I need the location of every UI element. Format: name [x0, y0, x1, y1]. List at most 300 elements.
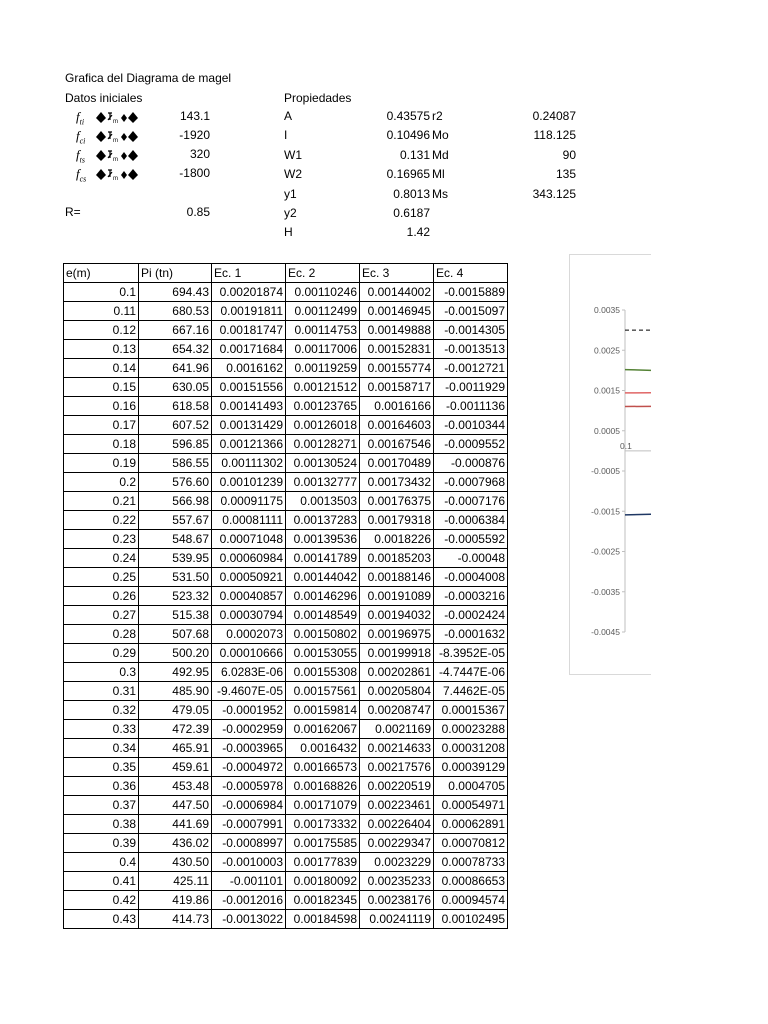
table-row	[64, 302, 508, 321]
propiedad-row	[0, 128, 768, 147]
table-cell: 0.00111302	[212, 454, 286, 473]
stress-chart[interactable]	[569, 254, 651, 675]
table-cell: 0.14	[64, 359, 139, 378]
stress-symbol: $f_{cs}$	[76, 166, 87, 184]
table-row	[64, 378, 508, 397]
table-row	[64, 473, 508, 492]
table-cell: -4.7447E-06	[434, 663, 508, 682]
table-cell: 0.00181747	[212, 321, 286, 340]
prop-name: H	[284, 225, 293, 240]
prop-value: 0.131	[399, 147, 430, 162]
propiedad-row	[0, 148, 768, 167]
table-cell: 0.00177839	[286, 853, 360, 872]
table-cell: 0.28	[64, 625, 139, 644]
table-cell: -0.0002424	[434, 606, 508, 625]
table-cell: 548.67	[139, 530, 212, 549]
table-cell: 0.31	[64, 682, 139, 701]
table-cell: 596.85	[139, 435, 212, 454]
svg-text:m: m	[113, 176, 118, 181]
y-tick-label: 0.0025	[594, 345, 620, 356]
prop-name: A	[284, 109, 293, 123]
propiedad-row	[0, 225, 768, 244]
table-cell: 0.4	[64, 853, 139, 872]
table-row	[64, 530, 508, 549]
table-cell: 472.39	[139, 720, 212, 739]
table-cell: 641.96	[139, 359, 212, 378]
table-cell: 0.39	[64, 834, 139, 853]
table-cell: 0.00171684	[212, 340, 286, 359]
table-cell: 0.00159814	[286, 701, 360, 720]
table-cell: 0.00144002	[360, 283, 434, 302]
table-cell: 0.00188146	[360, 568, 434, 587]
table-cell: 0.17	[64, 416, 139, 435]
table-cell: 0.0018226	[360, 530, 434, 549]
table-cell: 0.11	[64, 302, 139, 321]
table-cell: 0.0023229	[360, 853, 434, 872]
table-cell: 0.12	[64, 321, 139, 340]
table-cell: 0.00102495	[434, 910, 508, 929]
table-cell: -0.0014305	[434, 321, 508, 340]
table-cell: 0.00153055	[286, 644, 360, 663]
table-row	[64, 397, 508, 416]
table-cell: 0.00185203	[360, 549, 434, 568]
table-row	[64, 283, 508, 302]
table-cell: -8.3952E-05	[434, 644, 508, 663]
table-cell: -0.0012721	[434, 359, 508, 378]
data-table	[63, 263, 508, 929]
table-cell: 0.00158717	[360, 378, 434, 397]
table-cell: -0.0007968	[434, 473, 508, 492]
table-cell: 0.00114753	[286, 321, 360, 340]
table-cell: 531.50	[139, 568, 212, 587]
table-row	[64, 644, 508, 663]
table-cell: -0.0006984	[212, 796, 286, 815]
y-tick-label: -0.0015	[591, 506, 620, 517]
table-cell: 0.3	[64, 663, 139, 682]
table-cell: 6.0283E-06	[212, 663, 286, 682]
table-row	[64, 910, 508, 929]
table-cell: 0.00132777	[286, 473, 360, 492]
series-line-1	[625, 406, 651, 407]
propiedad-row	[0, 109, 768, 128]
table-cell: 0.00166573	[286, 758, 360, 777]
table-cell: 0.00151556	[212, 378, 286, 397]
table-cell: -0.0015889	[434, 283, 508, 302]
table-cell: 0.00152831	[360, 340, 434, 359]
header-ec1: Ec. 1	[212, 264, 286, 283]
table-cell: 654.32	[139, 340, 212, 359]
stress-symbol: $f_{ts}$	[76, 147, 85, 165]
prop-value: 1.42	[406, 225, 430, 240]
table-cell: -9.4607E-05	[212, 682, 286, 701]
table-cell: 0.00054971	[434, 796, 508, 815]
prop-name: W1	[284, 147, 302, 162]
datos-value: -1920	[179, 128, 210, 142]
table-cell: 0.00205804	[360, 682, 434, 701]
table-cell: 419.86	[139, 891, 212, 910]
y-tick-label: 0.0035	[594, 305, 620, 315]
table-cell: -0.001101	[212, 872, 286, 891]
table-cell: 694.43	[139, 283, 212, 302]
table-cell: 0.27	[64, 606, 139, 625]
table-cell: 515.38	[139, 606, 212, 625]
table-cell: 441.69	[139, 815, 212, 834]
table-row	[64, 777, 508, 796]
table-cell: 0.00139536	[286, 530, 360, 549]
table-cell: 0.00176375	[360, 492, 434, 511]
table-cell: 680.53	[139, 302, 212, 321]
table-cell: 0.25	[64, 568, 139, 587]
table-cell: 576.60	[139, 473, 212, 492]
table-cell: 0.29	[64, 644, 139, 663]
table-cell: -0.0003965	[212, 739, 286, 758]
prop-name-2: Ms	[432, 186, 448, 201]
table-cell: 0.00194032	[360, 606, 434, 625]
table-row	[64, 587, 508, 606]
table-cell: -0.0004972	[212, 758, 286, 777]
table-cell: 566.98	[139, 492, 212, 511]
table-cell: 0.23	[64, 530, 139, 549]
table-cell: -0.0011136	[434, 397, 508, 416]
table-cell: 0.37	[64, 796, 139, 815]
table-cell: 0.00179318	[360, 511, 434, 530]
table-cell: 0.00182345	[286, 891, 360, 910]
table-cell: 447.50	[139, 796, 212, 815]
table-cell: -0.0004008	[434, 568, 508, 587]
y-tick-label: -0.0025	[591, 546, 620, 557]
y-tick-label: -0.0035	[591, 586, 620, 597]
table-cell: 0.00149888	[360, 321, 434, 340]
table-cell: 0.00173332	[286, 815, 360, 834]
table-row	[64, 454, 508, 473]
table-cell: 0.00146945	[360, 302, 434, 321]
prop-name-2: Ml	[432, 167, 445, 182]
propiedad-row	[0, 206, 768, 225]
table-cell: 0.00040857	[212, 587, 286, 606]
table-cell: 465.91	[139, 739, 212, 758]
table-cell: 453.48	[139, 777, 212, 796]
table-cell: -0.0003216	[434, 587, 508, 606]
table-cell: 492.95	[139, 663, 212, 682]
table-cell: 0.00214633	[360, 739, 434, 758]
table-row	[64, 891, 508, 910]
table-cell: 0.00062891	[434, 815, 508, 834]
table-row	[64, 359, 508, 378]
prop-value: 0.6187	[393, 206, 430, 220]
table-cell: 539.95	[139, 549, 212, 568]
table-cell: 0.00144042	[286, 568, 360, 587]
table-cell: 0.00110246	[286, 283, 360, 302]
table-cell: 0.43	[64, 910, 139, 929]
table-row	[64, 321, 508, 340]
table-cell: -0.0001952	[212, 701, 286, 720]
table-row	[64, 606, 508, 625]
table-cell: 0.00031208	[434, 739, 508, 758]
table-cell: 0.00023288	[434, 720, 508, 739]
prop-name-2: Md	[432, 147, 449, 162]
sheet-title: Grafica del Diagrama de magel	[65, 71, 232, 85]
table-cell: 0.32	[64, 701, 139, 720]
table-row	[64, 682, 508, 701]
table-row	[64, 872, 508, 891]
table-cell: 7.4462E-05	[434, 682, 508, 701]
prop-value-2: 0.24087	[532, 109, 576, 123]
table-cell: 0.00039129	[434, 758, 508, 777]
y-tick-label: 0.0015	[594, 385, 620, 396]
prop-value: 0.8013	[393, 186, 430, 201]
table-cell: 0.18	[64, 435, 139, 454]
table-cell: 459.61	[139, 758, 212, 777]
table-cell: 0.00126018	[286, 416, 360, 435]
table-cell: 586.55	[139, 454, 212, 473]
r-label: R=	[65, 205, 81, 219]
table-cell: 0.00155774	[360, 359, 434, 378]
table-cell: 0.1	[64, 283, 139, 302]
table-cell: -0.0012016	[212, 891, 286, 910]
svg-text:m: m	[113, 138, 118, 143]
table-cell: 0.24	[64, 549, 139, 568]
datos-value: -1800	[179, 166, 210, 180]
prop-value-2: 118.125	[533, 128, 576, 143]
propiedades-heading: Propiedades	[284, 91, 352, 105]
table-cell: 0.00078733	[434, 853, 508, 872]
table-cell: 500.20	[139, 644, 212, 663]
table-cell: 0.00091175	[212, 492, 286, 511]
table-cell: 0.00094574	[434, 891, 508, 910]
svg-text:m: m	[113, 157, 118, 162]
table-cell: 0.36	[64, 777, 139, 796]
table-cell: 0.00121512	[286, 378, 360, 397]
table-cell: 0.0016166	[360, 397, 434, 416]
table-cell: 0.00121366	[212, 435, 286, 454]
table-cell: 0.00223461	[360, 796, 434, 815]
table-row	[64, 340, 508, 359]
table-cell: 0.00199918	[360, 644, 434, 663]
prop-name-2: r2	[432, 109, 443, 123]
table-cell: 0.00070812	[434, 834, 508, 853]
table-cell: -0.0010344	[434, 416, 508, 435]
table-cell: 0.13	[64, 340, 139, 359]
table-cell: -0.0013513	[434, 340, 508, 359]
table-cell: 0.00101239	[212, 473, 286, 492]
table-cell: 0.35	[64, 758, 139, 777]
y-tick-label: -0.0005	[591, 466, 620, 476]
table-cell: 0.19	[64, 454, 139, 473]
table-cell: 523.32	[139, 587, 212, 606]
y-tick-label: -0.0045	[591, 627, 620, 637]
table-cell: 0.00146296	[286, 587, 360, 606]
header-ec3: Ec. 3	[360, 264, 434, 283]
table-cell: 0.00208747	[360, 701, 434, 720]
table-cell: 0.2	[64, 473, 139, 492]
table-cell: 0.00238176	[360, 891, 434, 910]
table-cell: 607.52	[139, 416, 212, 435]
prop-name: I	[284, 128, 288, 143]
prop-name: y1	[284, 186, 297, 201]
table-cell: -0.00048	[434, 549, 508, 568]
table-cell: -0.0002959	[212, 720, 286, 739]
series-line-2	[625, 392, 651, 393]
table-cell: 0.38	[64, 815, 139, 834]
table-cell: 0.00191811	[212, 302, 286, 321]
table-cell: -0.0011929	[434, 378, 508, 397]
table-cell: -0.000876	[434, 454, 508, 473]
table-cell: 0.00241119	[360, 910, 434, 929]
table-cell: 0.00141493	[212, 397, 286, 416]
table-cell: 0.00170489	[360, 454, 434, 473]
table-cell: 0.00081111	[212, 511, 286, 530]
table-cell: 0.00201874	[212, 283, 286, 302]
table-row	[64, 853, 508, 872]
table-cell: 0.00180092	[286, 872, 360, 891]
table-row	[64, 701, 508, 720]
prop-value: 0.16965	[386, 167, 430, 182]
table-cell: 0.00030794	[212, 606, 286, 625]
prop-value-2: 90	[562, 147, 576, 162]
table-cell: 0.33	[64, 720, 139, 739]
table-cell: -0.0001632	[434, 625, 508, 644]
table-row	[64, 568, 508, 587]
table-row	[64, 834, 508, 853]
table-cell: 0.00167546	[360, 435, 434, 454]
prop-name: W2	[284, 167, 302, 182]
svg-text:m: m	[113, 119, 118, 124]
table-cell: 0.00175585	[286, 834, 360, 853]
table-cell: 0.0021169	[360, 720, 434, 739]
prop-value: 0.43575	[386, 109, 430, 123]
table-cell: 0.00071048	[212, 530, 286, 549]
table-cell: 0.00157561	[286, 682, 360, 701]
table-cell: 0.00171079	[286, 796, 360, 815]
table-cell: 0.15	[64, 378, 139, 397]
table-row	[64, 625, 508, 644]
table-cell: 0.22	[64, 511, 139, 530]
table-cell: -0.0005592	[434, 530, 508, 549]
table-cell: 557.67	[139, 511, 212, 530]
propiedad-row	[0, 167, 768, 186]
table-cell: 436.02	[139, 834, 212, 853]
table-cell: 0.00010666	[212, 644, 286, 663]
table-cell: 0.00131429	[212, 416, 286, 435]
table-cell: 0.26	[64, 587, 139, 606]
table-cell: 0.00137283	[286, 511, 360, 530]
table-cell: 0.00220519	[360, 777, 434, 796]
table-row	[64, 739, 508, 758]
stress-symbol: $f_{ti}$	[76, 109, 85, 127]
table-cell: 430.50	[139, 853, 212, 872]
series-line-3	[625, 512, 651, 515]
table-cell: 0.00173432	[360, 473, 434, 492]
table-cell: 0.41	[64, 872, 139, 891]
table-cell: 0.00155308	[286, 663, 360, 682]
table-cell: 0.16	[64, 397, 139, 416]
table-cell: 0.00119259	[286, 359, 360, 378]
table-row	[64, 720, 508, 739]
table-cell: 0.00191089	[360, 587, 434, 606]
table-cell: 0.00050921	[212, 568, 286, 587]
series-line-0	[625, 370, 651, 374]
table-cell: 667.16	[139, 321, 212, 340]
table-cell: 0.00086653	[434, 872, 508, 891]
table-cell: 0.0013503	[286, 492, 360, 511]
table-cell: -0.0010003	[212, 853, 286, 872]
table-cell: -0.0007176	[434, 492, 508, 511]
table-row	[64, 492, 508, 511]
r-value: 0.85	[186, 205, 210, 219]
datos-iniciales-heading: Datos iniciales	[65, 91, 143, 105]
table-cell: 0.00162067	[286, 720, 360, 739]
table-cell: 0.0016432	[286, 739, 360, 758]
table-cell: 0.00141789	[286, 549, 360, 568]
datos-value: 320	[189, 147, 210, 161]
table-row	[64, 663, 508, 682]
table-header-row	[64, 264, 508, 283]
table-cell: 0.00150802	[286, 625, 360, 644]
y-tick-label: 0.0005	[594, 425, 620, 436]
table-cell: 0.00235233	[360, 872, 434, 891]
table-cell: 425.11	[139, 872, 212, 891]
table-row	[64, 435, 508, 454]
table-cell: 485.90	[139, 682, 212, 701]
table-cell: 0.0002073	[212, 625, 286, 644]
table-cell: 0.00015367	[434, 701, 508, 720]
header-e: e(m)	[64, 264, 139, 283]
datos-value: 143.1	[179, 109, 210, 123]
table-cell: 0.0004705	[434, 777, 508, 796]
header-ec4: Ec. 4	[434, 264, 508, 283]
table-cell: -0.0005978	[212, 777, 286, 796]
table-cell: 0.00148549	[286, 606, 360, 625]
table-row	[64, 796, 508, 815]
table-row	[64, 758, 508, 777]
propiedad-row	[0, 187, 768, 206]
table-cell: 0.00060984	[212, 549, 286, 568]
prop-value-2: 135	[555, 167, 576, 182]
table-cell: 0.0016162	[212, 359, 286, 378]
table-cell: -0.0009552	[434, 435, 508, 454]
table-cell: 618.58	[139, 397, 212, 416]
table-cell: 0.00128271	[286, 435, 360, 454]
table-cell: -0.0008997	[212, 834, 286, 853]
table-cell: 0.00168826	[286, 777, 360, 796]
stress-symbol: $f_{ci}$	[76, 128, 86, 146]
header-ec2: Ec. 2	[286, 264, 360, 283]
table-row	[64, 511, 508, 530]
prop-value-2: 343.125	[532, 186, 576, 201]
table-cell: -0.0007991	[212, 815, 286, 834]
table-row	[64, 549, 508, 568]
prop-name-2: Mo	[432, 128, 449, 143]
table-cell: 0.00117006	[286, 340, 360, 359]
table-cell: 0.00226404	[360, 815, 434, 834]
table-cell: 0.00217576	[360, 758, 434, 777]
table-cell: 0.21	[64, 492, 139, 511]
table-cell: 0.00229347	[360, 834, 434, 853]
table-cell: 0.00202861	[360, 663, 434, 682]
table-cell: 0.00184598	[286, 910, 360, 929]
table-cell: 507.68	[139, 625, 212, 644]
table-cell: 0.34	[64, 739, 139, 758]
table-cell: -0.0006384	[434, 511, 508, 530]
header-pi: Pi (tn)	[139, 264, 212, 283]
chart-svg	[570, 255, 651, 674]
table-row	[64, 815, 508, 834]
table-cell: 0.00164603	[360, 416, 434, 435]
table-cell: 630.05	[139, 378, 212, 397]
table-cell: 0.00130524	[286, 454, 360, 473]
table-cell: 0.00196975	[360, 625, 434, 644]
table-cell: 479.05	[139, 701, 212, 720]
